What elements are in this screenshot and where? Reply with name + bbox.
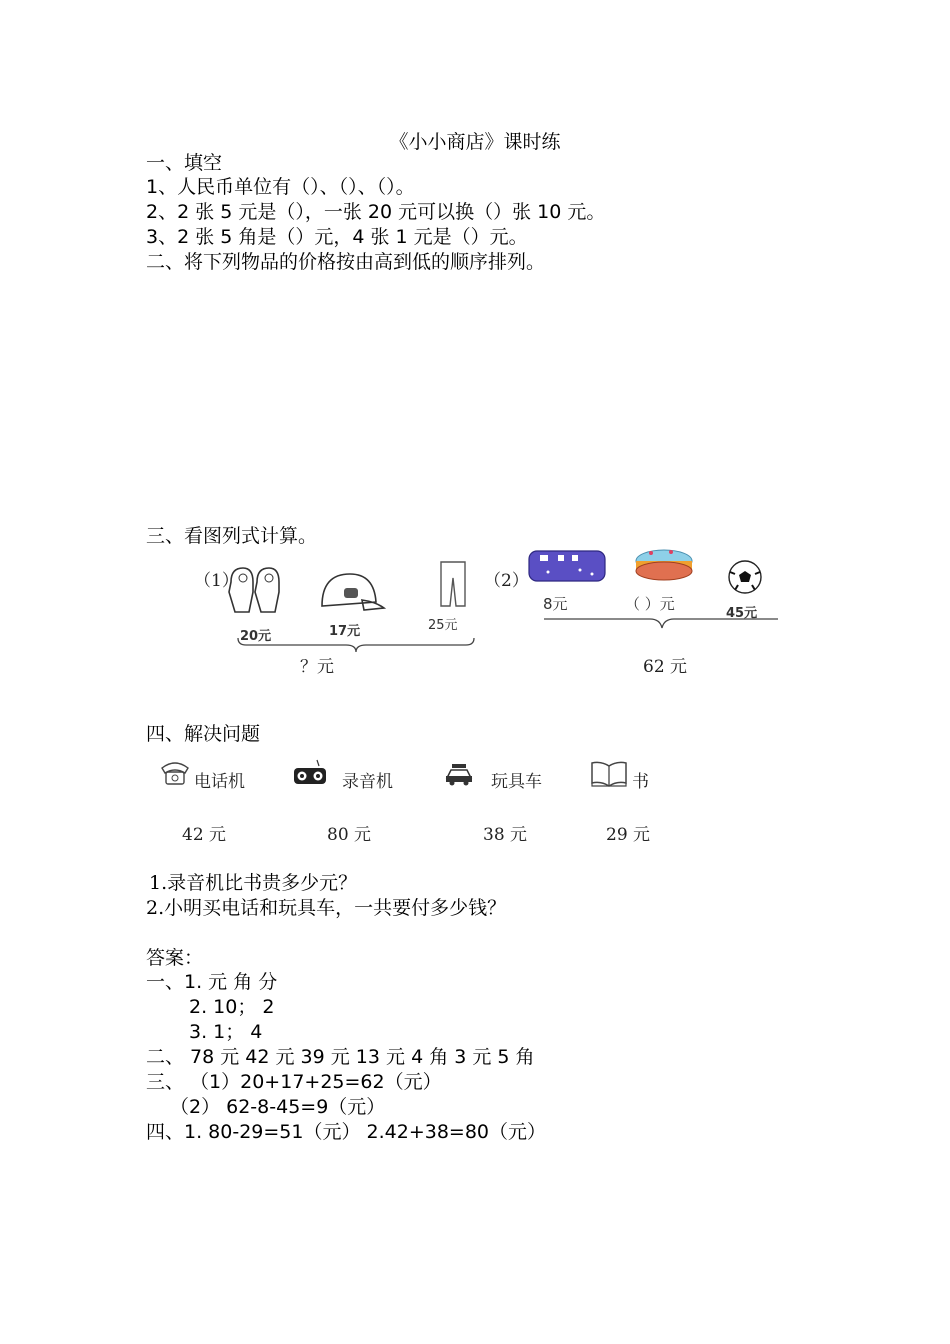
item-name-book: 书 bbox=[632, 772, 649, 792]
fig2-brace bbox=[542, 616, 780, 632]
page-title: 《小小商店》课时练 bbox=[389, 131, 561, 153]
fig1-brace bbox=[236, 636, 476, 654]
fig2-price-3: 45元 bbox=[726, 606, 758, 621]
radio-icon bbox=[292, 758, 328, 788]
item-price-book: 29 元 bbox=[606, 825, 651, 845]
fig1-tag: （1） bbox=[194, 571, 239, 591]
answer-2: 二、 78 元 42 元 39 元 13 元 4 角 3 元 5 角 bbox=[146, 1046, 535, 1068]
answer-3-2: （2） 62-8-45=9（元） bbox=[170, 1096, 386, 1118]
section4-heading: 四、解决问题 bbox=[146, 723, 261, 745]
toy-car-icon bbox=[444, 762, 474, 786]
item-name-telephone: 电话机 bbox=[194, 772, 245, 792]
fig2-price-1: 8元 bbox=[543, 595, 568, 613]
cap-icon bbox=[318, 570, 386, 615]
item-price-telephone: 42 元 bbox=[182, 825, 227, 845]
book-icon bbox=[590, 760, 628, 788]
section3-heading: 三、看图列式计算。 bbox=[146, 525, 318, 547]
telephone-icon bbox=[160, 760, 190, 786]
answer-3-1: 三、 （1）20+17+25=62（元） bbox=[146, 1071, 442, 1093]
section2-heading: 二、将下列物品的价格按由高到低的顺序排列。 bbox=[146, 251, 546, 273]
answer-4: 四、1. 80-29=51（元） 2.42+38=80（元） bbox=[146, 1121, 547, 1143]
pencil-case-icon bbox=[528, 550, 606, 582]
question-4-1: 1.录音机比书贵多少元？ bbox=[149, 872, 358, 894]
question-1-3: 3、2 张 5 角是（）元，4 张 1 元是（）元。 bbox=[146, 226, 528, 248]
item-name-radio: 录音机 bbox=[342, 772, 393, 792]
pants-icon bbox=[438, 560, 468, 608]
fig2-price-2: （ ）元 bbox=[625, 595, 675, 613]
answers-heading: 答案： bbox=[146, 947, 204, 969]
fig1-price-2: 17元 bbox=[329, 624, 361, 639]
answer-1-2: 2. 10； 2 bbox=[189, 996, 275, 1018]
section1-heading: 一、填空 bbox=[146, 152, 223, 174]
fig1-price-1: 20元 bbox=[240, 629, 272, 644]
question-4-2: 2.小明买电话和玩具车，一共要付多少钱？ bbox=[146, 897, 507, 919]
item-price-toy-car: 38 元 bbox=[483, 825, 528, 845]
question-1-1: 1、人民币单位有（）、（）、（）。 bbox=[146, 176, 415, 198]
question-1-2: 2、2 张 5 元是（），一张 20 元可以换（）张 10 元。 bbox=[146, 201, 606, 223]
fig2-tag: （2） bbox=[484, 571, 529, 591]
item-price-radio: 80 元 bbox=[327, 825, 372, 845]
answer-1-1: 一、1. 元 角 分 bbox=[146, 971, 278, 993]
fig1-price-3: 25元 bbox=[428, 618, 458, 633]
answer-1-3: 3. 1； 4 bbox=[189, 1021, 263, 1043]
item-name-toy-car: 玩具车 bbox=[491, 772, 542, 792]
cake-icon bbox=[633, 547, 695, 585]
fig2-total: 62 元 bbox=[643, 657, 688, 677]
fig1-total: ？元 bbox=[300, 657, 334, 677]
soccer-ball-icon bbox=[726, 560, 764, 594]
gloves-icon bbox=[225, 562, 285, 622]
